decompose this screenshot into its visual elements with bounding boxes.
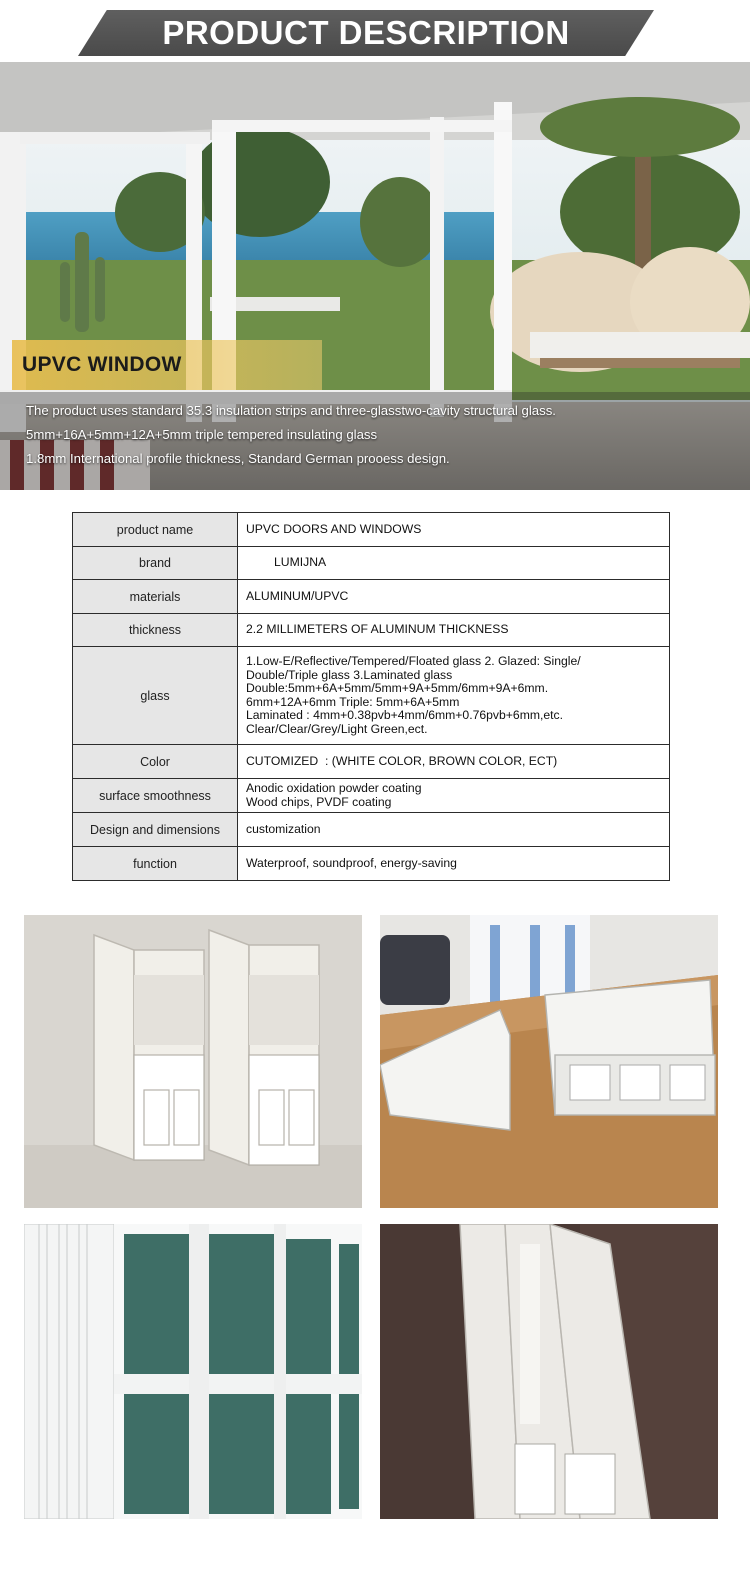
spec-value: Waterproof, soundproof, energy-saving bbox=[238, 847, 670, 881]
table-row bbox=[73, 647, 670, 745]
spec-value: 1.Low-E/Reflective/Tempered/Floated glass 2. Glazed: Single/ Double/Triple glass 3.Laminated glass Double:5mm+6A+5mm/5mm+9A+5mm/6mm+9A+6mm. 6mm+12A+6mm Triple: 5mm+6A+5mm Laminated : 4mm+0.38pvb+4mm/6mm+0.76pvb+6mm,etc. Clear/Clear/Grey/Light Green,ect. bbox=[238, 647, 670, 745]
header-banner bbox=[0, 0, 750, 62]
spec-table bbox=[72, 512, 670, 881]
table-row bbox=[73, 813, 670, 847]
table-row bbox=[73, 580, 670, 614]
profile-photo-2 bbox=[380, 915, 718, 1208]
table-row bbox=[73, 614, 670, 647]
spec-value: ALUMINUM/UPVC bbox=[238, 580, 670, 614]
spec-key: Design and dimensions bbox=[73, 813, 238, 847]
table-row bbox=[73, 547, 670, 580]
profile-photo-4 bbox=[380, 1224, 718, 1519]
table-row bbox=[73, 513, 670, 547]
spec-key: Color bbox=[73, 745, 238, 779]
table-row bbox=[73, 745, 670, 779]
spec-key: glass bbox=[73, 647, 238, 745]
spec-key: function bbox=[73, 847, 238, 881]
hero-description bbox=[26, 399, 726, 471]
spec-value: CUTOMIZED : (WHITE COLOR, BROWN COLOR, ECT) bbox=[238, 745, 670, 779]
spec-key: thickness bbox=[73, 614, 238, 647]
spec-value: UPVC DOORS AND WINDOWS bbox=[238, 513, 670, 547]
spec-value: Anodic oxidation powder coating Wood chips, PVDF coating bbox=[238, 779, 670, 813]
table-row bbox=[73, 779, 670, 813]
spec-key: surface smoothness bbox=[73, 779, 238, 813]
hero-line: 5mm+16A+5mm+12A+5mm triple tempered insulating glass bbox=[26, 427, 378, 442]
spec-value: customization bbox=[238, 813, 670, 847]
spec-value: 2.2 MILLIMETERS OF ALUMINUM THICKNESS bbox=[238, 614, 670, 647]
profile-photo-1 bbox=[24, 915, 362, 1208]
spec-key: materials bbox=[73, 580, 238, 614]
hero-line: The product uses standard 35.3 insulation strips and three-glasstwo-cavity structural glass. bbox=[26, 403, 556, 418]
spec-key: product name bbox=[73, 513, 238, 547]
hero-line: 1.8mm International profile thickness, Standard German prooess design. bbox=[26, 451, 450, 466]
table-row bbox=[73, 847, 670, 881]
hero-image bbox=[0, 62, 750, 490]
spec-value: LUMIJNA bbox=[238, 547, 670, 580]
profile-photo-3 bbox=[24, 1224, 362, 1519]
spec-key: brand bbox=[73, 547, 238, 580]
hero-label: UPVC WINDOW bbox=[22, 353, 182, 376]
page-title: PRODUCT DESCRIPTION bbox=[162, 14, 570, 51]
